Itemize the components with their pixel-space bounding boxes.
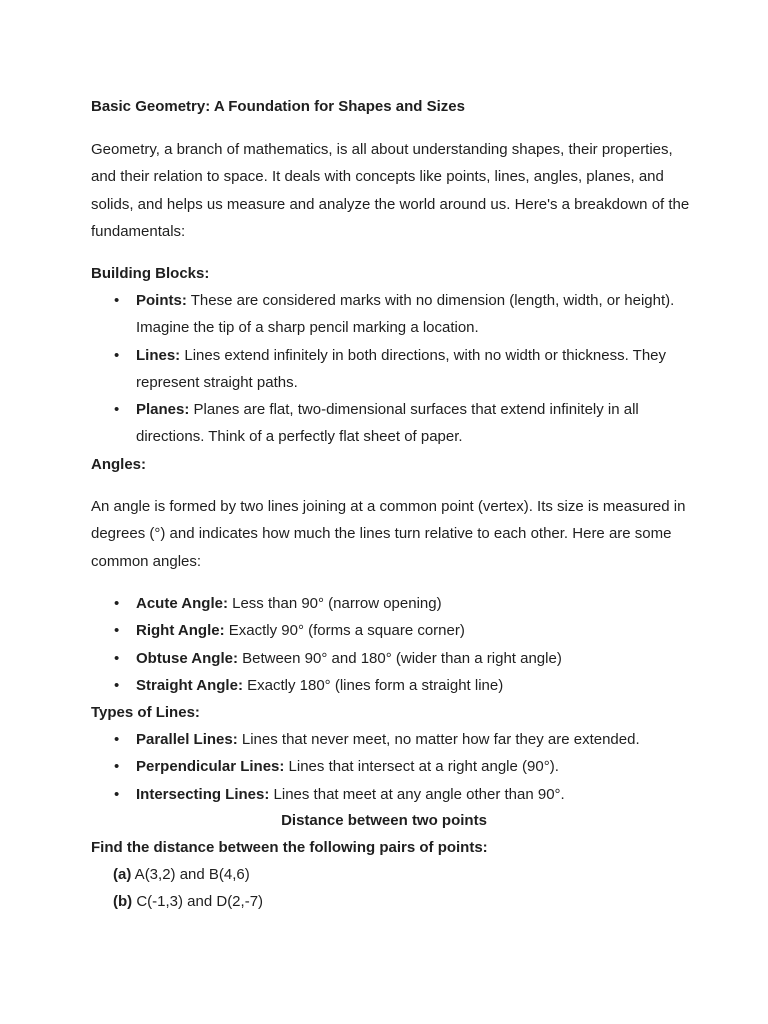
item-text: Planes are flat, two-dimensional surfaces that extend infinitely in all directions. Think of a perfectly flat sheet of paper. [136,401,639,446]
item-term: Intersecting Lines: [136,785,270,803]
list-item [91,617,691,644]
list-item [91,590,691,617]
bullet-icon: • [114,292,120,309]
list-item [91,645,691,672]
bullet-icon: • [114,346,120,364]
item-text: Lines that intersect at a right angle (90°). [284,758,559,776]
bullet-icon: • [114,401,120,419]
bullet-icon: • [114,622,120,640]
item-text: Exactly 180° (lines form a straight line) [242,676,504,694]
item-term: Points: [136,292,187,309]
list-item [91,287,691,342]
bullet-icon: • [114,676,120,694]
item-text: These are considered marks with no dimension (length, width, or height). Imagine the tip of a sharp pencil marking a location. [136,292,675,337]
list-item [91,342,691,397]
item-term: Planes: [136,401,190,419]
types-of-lines-list [91,726,691,808]
distance-prompt: Find the distance between the following pairs of points: [91,839,488,856]
angles-paragraph: An angle is formed by two lines joining at a common point (vertex). Its size is measured in degrees (°) and indicates how much the lines turn relative to each other. Here are some common angles: [91,498,686,570]
item-term: Right Angle: [136,622,225,640]
item-text: Lines that never meet, no matter how far they are extended. [237,731,640,748]
list-item [91,396,691,451]
item-term: Straight Angle: [136,676,243,694]
building-blocks-list [91,287,691,451]
item-term: Perpendicular Lines: [136,758,285,776]
problem-label: (b) [113,893,133,910]
item-text: Less than 90° (narrow opening) [227,595,442,612]
list-item [91,672,691,699]
problem-text: C(-1,3) and D(2,-7) [132,893,264,910]
item-term: Lines: [136,346,181,364]
item-term: Acute Angle: [136,595,228,612]
bullet-icon: • [114,649,120,667]
list-item [91,753,691,780]
bullet-icon: • [114,595,120,612]
angles-heading: Angles: [91,456,147,473]
item-text: Between 90° and 180° (wider than a right angle) [237,649,562,667]
item-term: Parallel Lines: [136,731,238,748]
angles-list [91,590,691,699]
problem-text: A(3,2) and B(4,6) [131,866,250,883]
item-text: Lines that meet at any angle other than 90°. [269,785,565,803]
distance-heading: Distance between two points [281,812,487,829]
document-title: Basic Geometry: A Foundation for Shapes and Sizes [91,98,465,115]
item-text: Exactly 90° (forms a square corner) [224,622,465,640]
intro-paragraph: Geometry, a branch of mathematics, is all about understanding shapes, their properties, and their relation to space. It deals with concepts like points, lines, angles, planes, and solids, and helps us measure and analyze the world around us. Here's a breakdown of the fundamentals: [91,141,690,240]
bullet-icon: • [114,785,120,803]
problem-a [113,865,250,885]
bullet-icon: • [114,758,120,776]
types-of-lines-heading: Types of Lines: [91,704,200,721]
problem-label: (a) [113,866,132,883]
item-text: Lines extend infinitely in both directions, with no width or thickness. They represent straight paths. [136,346,667,391]
bullet-icon: • [114,731,120,748]
problem-b [113,892,263,912]
list-item [91,726,691,753]
list-item [91,781,691,808]
building-blocks-heading: Building Blocks: [91,265,210,282]
item-term: Obtuse Angle: [136,649,238,667]
